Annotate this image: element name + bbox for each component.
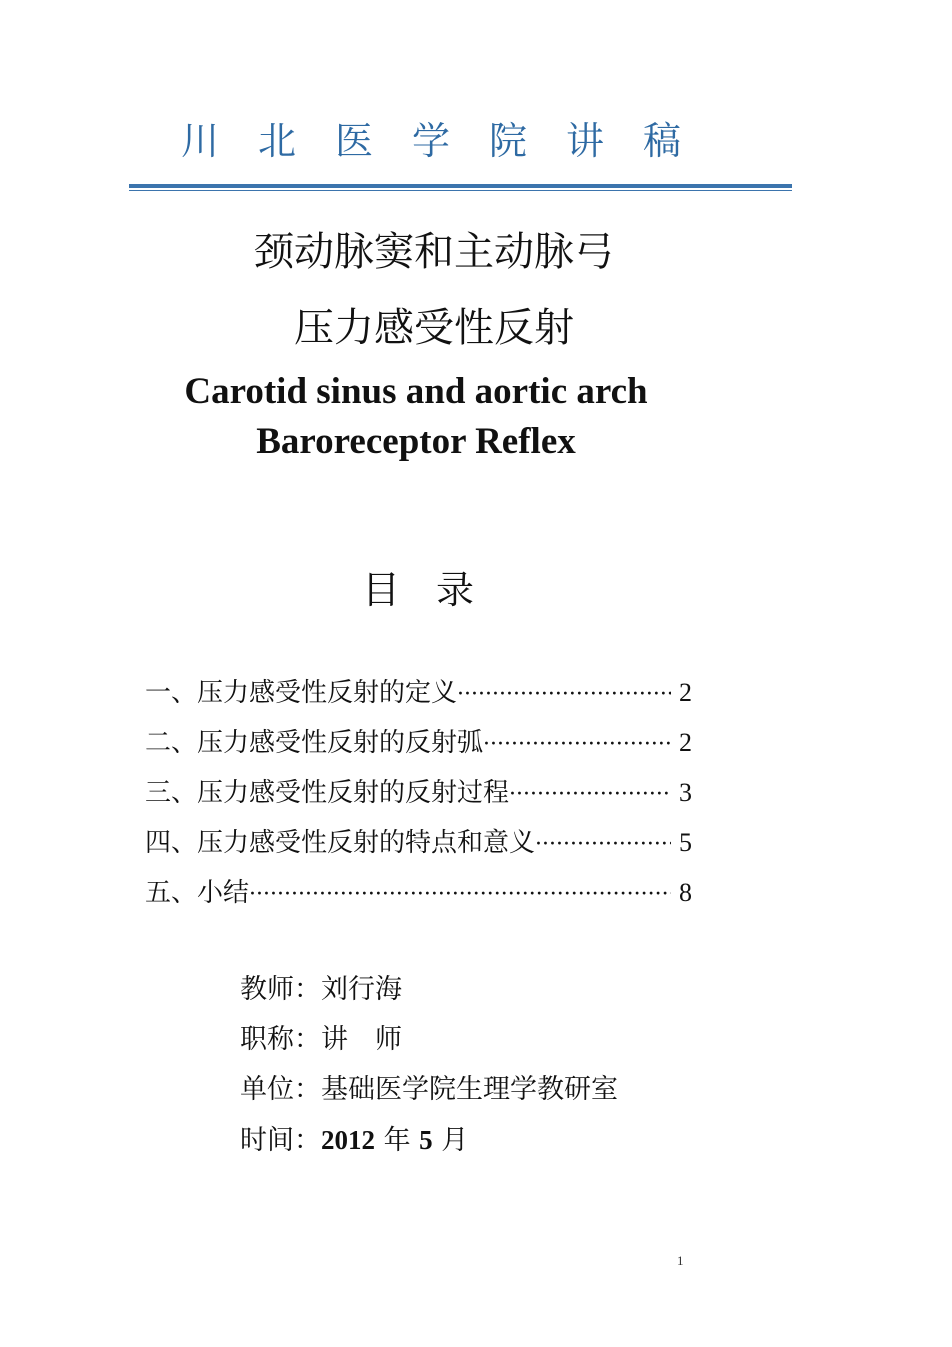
toc-leader-dots xyxy=(535,820,671,870)
toc-item-label: 一、压力感受性反射的定义 xyxy=(145,678,458,708)
toc-item-page: 3 xyxy=(679,778,692,807)
title-cn-line2: 压力感受性反射 xyxy=(294,305,574,351)
page-number: 1 xyxy=(677,1253,684,1268)
meta-teacher-label: 教师： xyxy=(240,974,321,1005)
toc-item-label: 五、小结 xyxy=(145,878,250,908)
meta-title-label: 职称： xyxy=(240,1024,321,1055)
lecture-meta xyxy=(240,965,618,1165)
toc-item[interactable] xyxy=(145,868,692,918)
meta-teacher-row xyxy=(240,965,618,1015)
meta-teacher-value: 刘行海 xyxy=(321,974,402,1005)
meta-unit-label: 单位： xyxy=(240,1074,321,1105)
header-rule-thick xyxy=(129,184,792,188)
toc-item-page: 5 xyxy=(679,828,692,857)
meta-unit-value: 基础医学院生理学教研室 xyxy=(321,1074,618,1105)
meta-unit-row xyxy=(240,1065,618,1115)
toc-item[interactable] xyxy=(145,668,692,718)
toc-item-label: 二、压力感受性反射的反射弧 xyxy=(145,728,484,758)
toc-heading: 目录 xyxy=(361,568,510,612)
title-en-line1: Carotid sinus and aortic arch xyxy=(184,371,648,412)
meta-title-value: 讲 师 xyxy=(321,1024,402,1055)
toc-item-page: 8 xyxy=(679,878,692,907)
toc-leader-dots xyxy=(249,870,671,920)
title-cn-line1: 颈动脉窦和主动脉弓 xyxy=(254,229,614,275)
toc-item-page: 2 xyxy=(679,728,692,757)
toc-item[interactable] xyxy=(145,768,692,818)
toc-leader-dots xyxy=(509,770,671,820)
meta-time-month-unit: 月 xyxy=(432,1125,469,1156)
toc-item[interactable] xyxy=(145,718,692,768)
meta-time-year-unit: 年 xyxy=(375,1125,420,1156)
meta-title-row xyxy=(240,1015,618,1065)
meta-time-label: 时间： xyxy=(240,1125,321,1156)
toc-leader-dots xyxy=(457,670,671,720)
meta-time-year: 2012 xyxy=(321,1125,375,1155)
table-of-contents xyxy=(145,668,692,918)
lecture-header-title: 川北医学院讲稿 xyxy=(181,119,721,163)
meta-time-row xyxy=(240,1115,618,1165)
title-en-line2: Baroreceptor Reflex xyxy=(256,421,576,462)
toc-item-label: 三、压力感受性反射的反射过程 xyxy=(145,778,510,808)
header-rule-thin xyxy=(129,190,792,191)
toc-item[interactable] xyxy=(145,818,692,868)
toc-leader-dots xyxy=(483,720,671,770)
toc-item-page: 2 xyxy=(679,678,692,707)
toc-item-label: 四、压力感受性反射的特点和意义 xyxy=(145,828,536,858)
meta-time-month: 5 xyxy=(419,1125,433,1155)
